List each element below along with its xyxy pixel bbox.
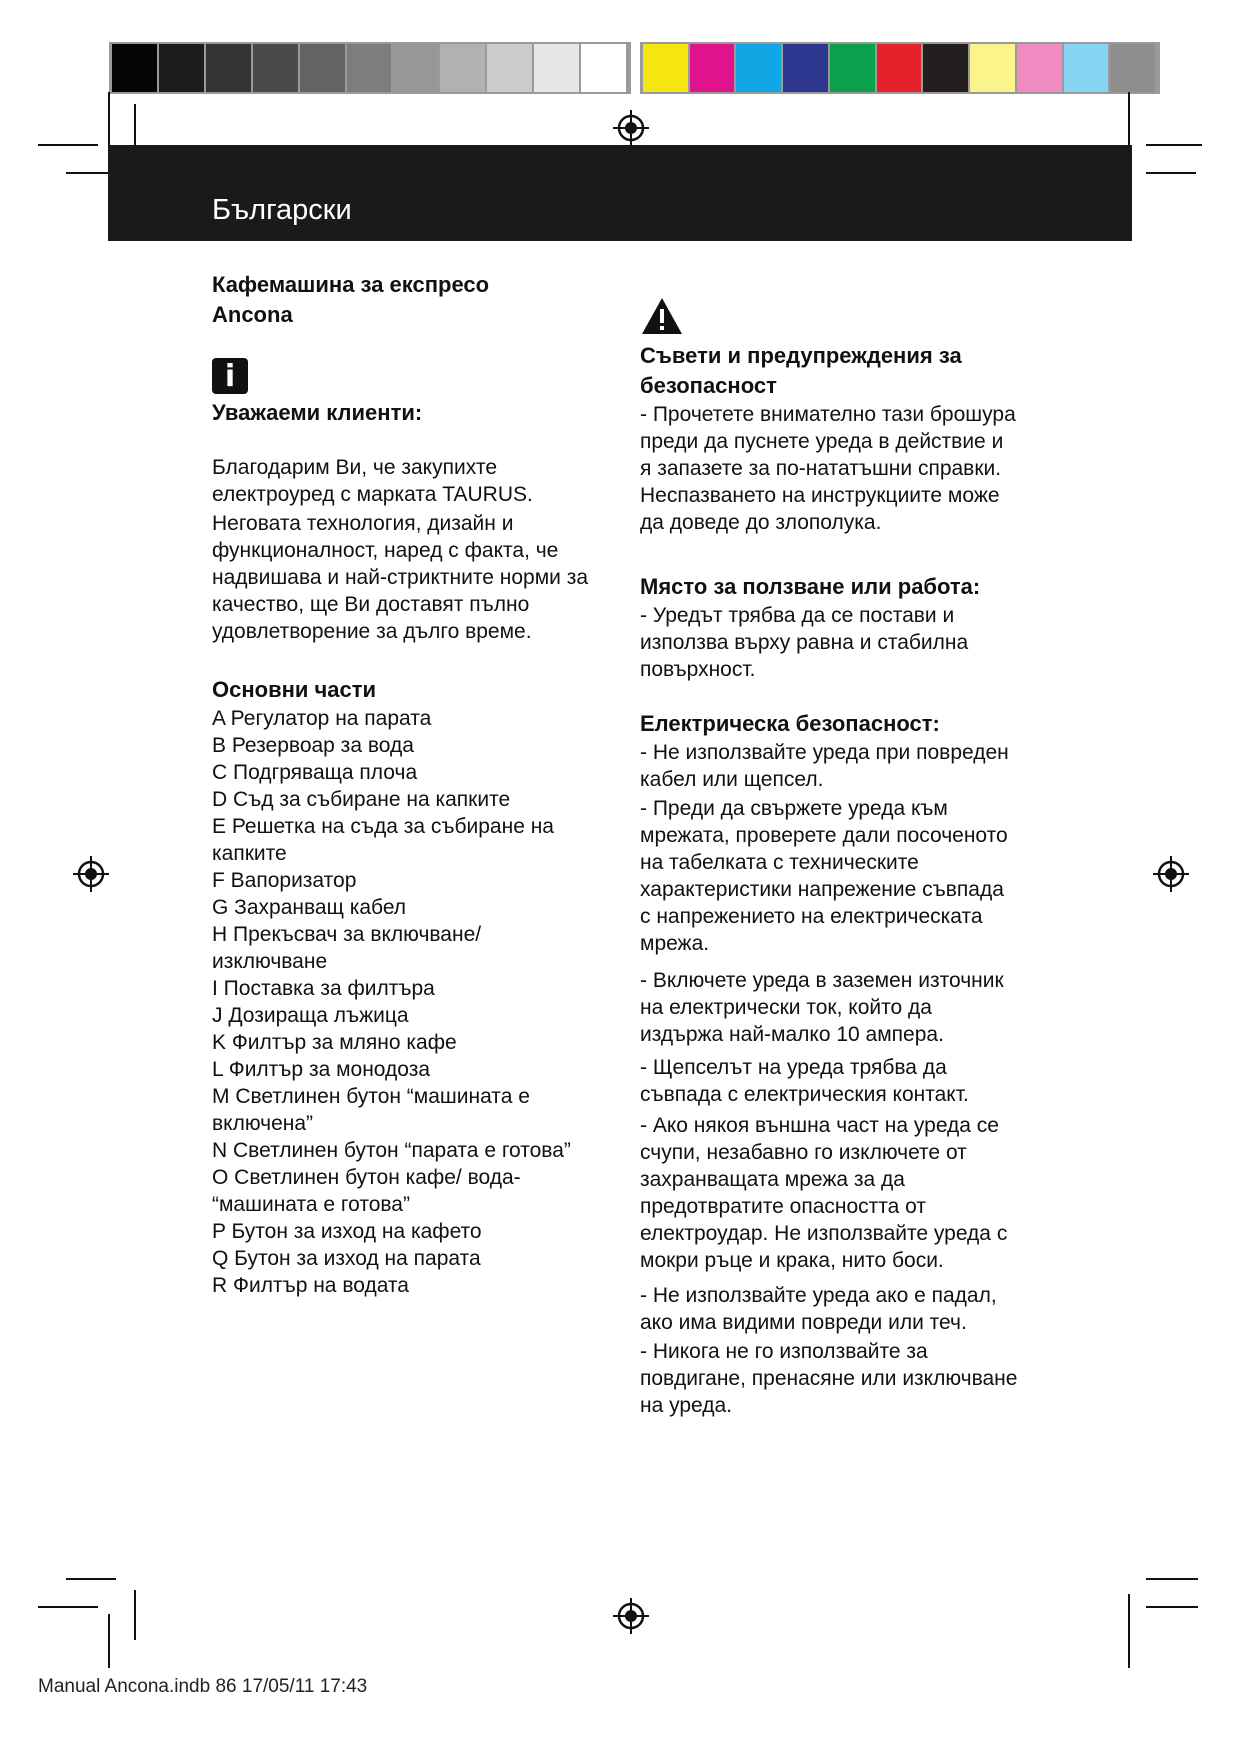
registration-mark-icon [71,854,111,894]
list-item: G Захранващ кабел [212,896,407,919]
safety-heading-line2: безопасност [640,373,777,398]
main-parts-list [212,705,592,1299]
list-item: L Филтър за монодоза [212,1058,431,1081]
color-swatch [393,44,440,92]
list-item: Q Бутон за изход на парата [212,1247,481,1270]
electrical-paragraph: - Ако някоя външна част на уреда се счупи, незабавно го изключете от захранващата мрежа за да предотвратите опасността от електроудар. Не използвайте уреда с мокри ръце и крака, нито боси. [640,1114,1008,1272]
electrical-paragraph: - Никога не го използвайте за повдигане, пренасяне или изключване на уреда. [640,1340,1018,1417]
color-swatch [112,44,159,92]
color-swatch [736,44,783,92]
info-icon: i [212,358,248,394]
electrical-paragraph: - Включете уреда в заземен източник на електрически ток, който да издържа най-малко 10 ампера. [640,969,1004,1046]
dear-customers-paragraph: Неговата технология, дизайн и функционалност, наред с факта, че надвишава и най-стриктните норми за качество, ще Ви доставят пълно удовлетворение за дълго време. [212,512,589,643]
color-swatch [1064,44,1111,92]
color-swatch [159,44,206,92]
list-item: B Резервоар за вода [212,734,414,757]
color-swatch [487,44,534,92]
crop-mark [1146,1606,1198,1608]
registration-mark-icon [611,1596,651,1636]
crop-mark [66,1578,116,1580]
registration-mark-icon [611,108,651,148]
electrical-paragraph: - Не използвайте уреда ако е падал, ако има видими повреди или теч. [640,1284,997,1334]
list-item: D Съд за събиране на капките [212,788,511,811]
list-item: N Светлинен бутон “парата е готова” [212,1139,571,1162]
color-swatch [581,44,628,92]
list-item: E Решетка на съда за събиране на капките [212,815,554,865]
list-item: J Дозираща лъжица [212,1004,409,1027]
crop-mark [66,172,108,174]
crop-mark [1146,144,1202,146]
color-swatch [690,44,737,92]
list-item: O Светлинен бутон кафе/ вода- “машината е готова” [212,1166,521,1216]
product-title-line1: Кафемашина за експресо [212,272,490,297]
place-of-use-heading: Място за ползване или работа: [640,574,981,599]
safety-intro: - Прочетете внимателно тази брошура преди да пуснете уреда в действие и я запазете за по-нататъшни справки. Неспазването на инструкциите може да доведе до злополука. [640,403,1016,534]
list-item: H Прекъсвач за включване/ изключване [212,923,482,973]
list-item: M Светлинен бутон “машината е включена” [212,1085,530,1135]
color-swatch [783,44,830,92]
place-of-use-paragraph: - Уредът трябва да се постави и използва върху равна и стабилна повърхност. [640,604,969,681]
crop-mark [1128,1594,1130,1668]
main-parts-heading: Основни части [212,677,377,702]
electrical-paragraph: - Щепселът на уреда трябва да съвпада с електрическия контакт. [640,1056,969,1106]
list-item: K Филтър за мляно кафе [212,1031,457,1054]
color-swatch [643,44,690,92]
electrical-paragraph: - Преди да свържете уреда към мрежата, проверете дали посоченото на табелката с техническите характеристики напрежение съвпада с напрежението на електрическата мрежа. [640,797,1008,955]
crop-mark [38,1606,98,1608]
crop-mark [134,104,136,150]
color-swatch [300,44,347,92]
color-swatch [830,44,877,92]
color-swatch [970,44,1017,92]
crop-mark [38,144,98,146]
crop-mark [1146,172,1196,174]
color-swatch [206,44,253,92]
electrical-safety-heading: Електрическа безопасност: [640,711,940,736]
color-swatch [253,44,300,92]
crop-mark [134,1590,136,1640]
electrical-paragraph: - Не използвайте уреда при повреден кабел или щепсел. [640,741,1009,791]
right-column [640,296,1018,1419]
crop-mark [108,1614,110,1668]
dear-customers-heading: Уважаеми клиенти: [212,400,423,425]
list-item: R Филтър на водата [212,1274,409,1297]
list-item: C Подгряваща плоча [212,761,418,784]
color-swatch [347,44,394,92]
color-swatch [534,44,581,92]
crop-mark [1146,1578,1198,1580]
print-slug: Manual Ancona.indb 86 17/05/11 17:43 [38,1676,368,1697]
dear-customers-paragraph: Благодарим Ви, че закупихте електроуред с марката TAURUS. [212,456,533,506]
safety-heading-line1: Съвети и предупреждения за [640,343,962,368]
color-swatch [877,44,924,92]
color-swatch [440,44,487,92]
language-title: Български [212,194,352,226]
color-swatch [923,44,970,92]
list-item: A Регулатор на парата [212,707,432,730]
color-swatch [1017,44,1064,92]
warning-icon [640,296,684,336]
product-title-line2: Ancona [212,302,293,327]
crop-mark [1128,92,1130,152]
registration-mark-icon [1151,854,1191,894]
color-swatch [1110,44,1157,92]
left-column [212,270,592,1299]
list-item: I Поставка за филтъра [212,977,435,1000]
list-item: F Вапоризатор [212,869,357,892]
list-item: P Бутон за изход на кафето [212,1220,482,1243]
